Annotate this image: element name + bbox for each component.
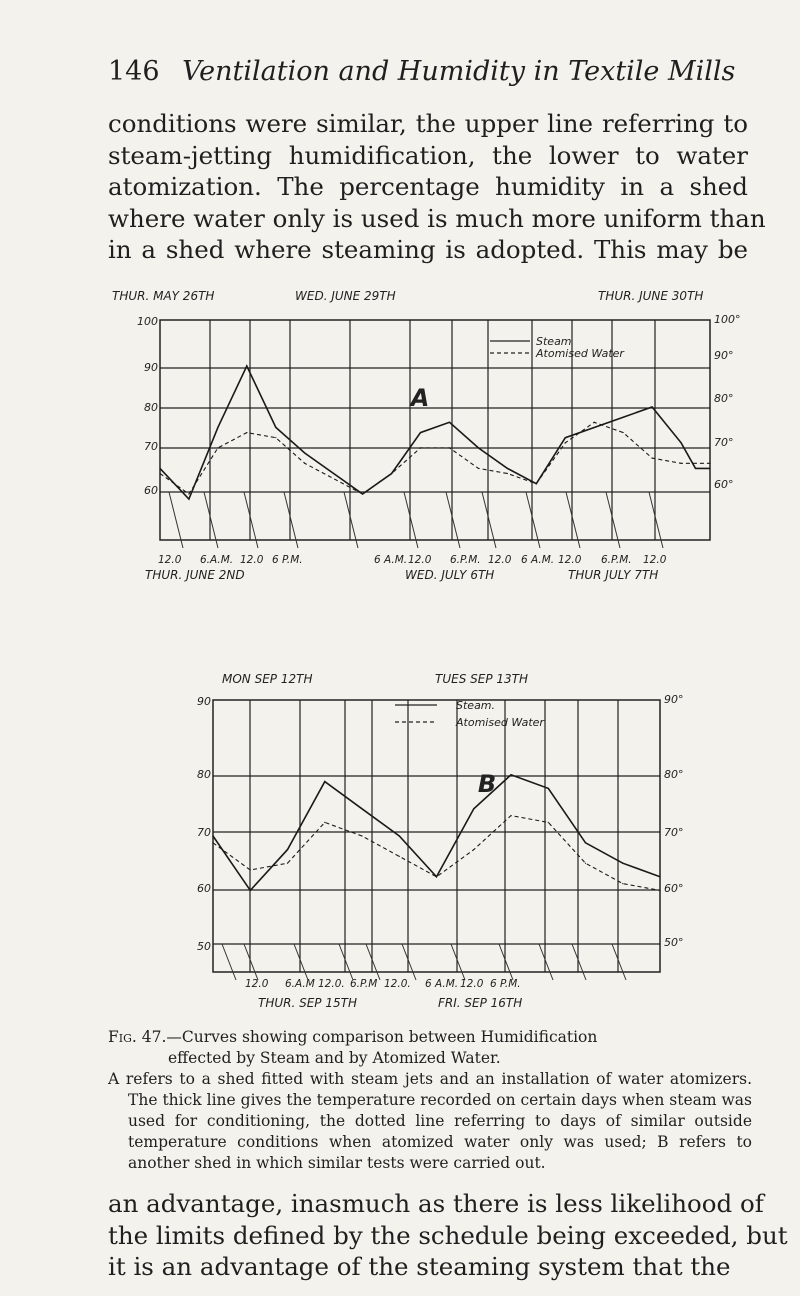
data-point xyxy=(246,365,247,366)
page-number: 146 xyxy=(108,56,160,87)
text-line: conditions were similar, the upper line referring to xyxy=(108,109,748,138)
data-point xyxy=(391,473,392,474)
legend-label: Steam xyxy=(536,335,572,348)
data-point xyxy=(449,422,450,423)
data-point xyxy=(507,468,508,469)
data-point xyxy=(622,863,623,864)
y-tick-left: 60 xyxy=(144,484,158,497)
x-tick-label: 12.0 xyxy=(408,554,432,566)
legend-label: Atomised Water xyxy=(536,347,624,360)
x-tick-label: 6 P.M. xyxy=(490,978,521,990)
x-tick-label: 12.0 xyxy=(245,978,269,990)
caption-title-line1: —Curves showing comparison between Humidification xyxy=(166,1028,598,1046)
x-tick-label: 6 A.M. xyxy=(425,978,459,990)
caption-title xyxy=(108,1027,752,1069)
data-point xyxy=(623,417,624,418)
panel-label: A xyxy=(410,384,430,412)
text-line: atomization. The percentage humidity in a shed xyxy=(108,172,748,201)
chart-frame xyxy=(213,700,660,972)
series-line-atomised xyxy=(160,422,710,494)
series-line-steam xyxy=(160,366,710,499)
panel-label: B xyxy=(477,770,497,798)
top-date-label: MON SEP 12TH xyxy=(222,672,313,686)
y-tick-left: 90 xyxy=(197,695,211,708)
data-point xyxy=(510,815,511,816)
data-point xyxy=(405,452,406,453)
data-point xyxy=(478,468,479,469)
top-date-label: THUR. MAY 26TH xyxy=(112,289,215,303)
data-point xyxy=(510,774,511,775)
data-point xyxy=(548,788,549,789)
top-date-label: WED. JUNE 29TH xyxy=(295,289,396,303)
y-tick-right: 50° xyxy=(664,936,684,949)
data-point xyxy=(159,473,160,474)
y-tick-right: 70° xyxy=(664,826,684,839)
bottom-date-label: THUR. JUNE 2ND xyxy=(145,568,245,582)
y-tick-left: 90 xyxy=(144,361,158,374)
x-tick-label: 12.0 xyxy=(240,554,264,566)
x-tick-label: 6 A.M. xyxy=(374,554,408,566)
data-point xyxy=(473,808,474,809)
hatch-line xyxy=(339,944,353,980)
data-point xyxy=(362,493,363,494)
data-point xyxy=(250,869,251,870)
y-tick-left: 70 xyxy=(144,440,158,453)
y-tick-right: 70° xyxy=(714,436,734,449)
x-tick-label: 6.A.M. xyxy=(200,554,234,566)
paragraph-bottom xyxy=(108,1188,788,1283)
data-point xyxy=(212,842,213,843)
caption-note: A refers to a shed fitted with steam jets and an installation of water atomizers. The thick line gives the temperature recorded on certain days when steam was used for conditioning, the dotted line referring to days of similar outside temperature conditions when atomized water only was used; B refers to another shed in which similar tests were carried out. xyxy=(108,1070,752,1172)
bottom-date-label: THUR. SEP 15TH xyxy=(258,996,357,1010)
legend-label: Steam. xyxy=(456,699,496,712)
series-line-atomised xyxy=(213,816,660,891)
hatch-line xyxy=(451,944,465,980)
y-tick-right: 100° xyxy=(714,313,741,326)
data-point xyxy=(399,835,400,836)
y-tick-left: 50 xyxy=(197,940,211,953)
hatch-line xyxy=(294,944,308,980)
y-tick-left: 80 xyxy=(197,768,211,781)
y-tick-right: 80° xyxy=(714,392,734,405)
data-point xyxy=(304,452,305,453)
x-tick-label: 12.0 xyxy=(558,554,582,566)
hatch-line xyxy=(539,944,553,980)
data-point xyxy=(478,447,479,448)
text-line: the limits defined by the schedule being exceeded, but xyxy=(108,1220,788,1250)
data-point xyxy=(585,863,586,864)
data-point xyxy=(565,442,566,443)
data-point xyxy=(473,849,474,850)
text-line: in a shed where steaming is adopted. This may be xyxy=(108,235,748,264)
data-point xyxy=(695,468,696,469)
data-point xyxy=(212,835,213,836)
x-tick-label: 6.P.M. xyxy=(601,554,632,566)
data-point xyxy=(399,856,400,857)
data-point xyxy=(287,863,288,864)
text-line: it is an advantage of the steaming system that the xyxy=(108,1252,731,1281)
top-date-label: THUR. JUNE 30TH xyxy=(598,289,704,303)
data-point xyxy=(304,463,305,464)
x-tick-label: 6.P.M. xyxy=(450,554,481,566)
x-tick-label: 6.P.M xyxy=(350,978,378,990)
text-line: steam-jetting humidification, the lower to water xyxy=(108,140,748,170)
data-point xyxy=(622,883,623,884)
x-tick-label: 12.0 xyxy=(460,978,484,990)
data-point xyxy=(188,493,189,494)
chart-frame xyxy=(160,320,710,540)
hatch-line xyxy=(244,944,258,980)
data-point xyxy=(709,468,710,469)
data-point xyxy=(420,432,421,433)
running-title: Ventilation and Humidity in Textile Mills xyxy=(182,56,736,87)
data-point xyxy=(507,473,508,474)
y-tick-left: 100 xyxy=(137,315,158,328)
x-tick-label: 12.0 xyxy=(488,554,512,566)
caption-title-line2: effected by Steam and by Atomized Water. xyxy=(168,1049,501,1067)
y-tick-right: 90° xyxy=(664,693,684,706)
figure-caption xyxy=(108,1027,752,1174)
data-point xyxy=(594,422,595,423)
x-tick-label: 12.0 xyxy=(643,554,667,566)
legend-label: Atomised Water xyxy=(456,716,544,729)
data-point xyxy=(652,458,653,459)
data-point xyxy=(159,468,160,469)
data-point xyxy=(324,781,325,782)
hatch-line xyxy=(366,944,380,980)
x-tick-label: 6.A.M xyxy=(285,978,315,990)
caption-fig-label: Fig. 47. xyxy=(108,1028,167,1046)
hatch-line xyxy=(222,944,236,980)
bottom-date-label: WED. JULY 6TH xyxy=(405,568,495,582)
data-point xyxy=(709,463,710,464)
data-point xyxy=(217,427,218,428)
hatch-line xyxy=(499,944,513,980)
x-tick-label: 6 P.M. xyxy=(272,554,303,566)
data-point xyxy=(275,437,276,438)
data-point xyxy=(361,835,362,836)
data-point xyxy=(652,406,653,407)
y-tick-right: 60° xyxy=(664,882,684,895)
data-point xyxy=(659,876,660,877)
data-point xyxy=(449,447,450,448)
data-point xyxy=(246,432,247,433)
y-tick-left: 70 xyxy=(197,826,211,839)
x-tick-label: 12.0 xyxy=(158,554,182,566)
data-point xyxy=(623,432,624,433)
y-tick-right: 80° xyxy=(664,768,684,781)
data-point xyxy=(536,483,537,484)
bottom-date-label: THUR JULY 7TH xyxy=(568,568,659,582)
data-point xyxy=(659,890,660,891)
data-point xyxy=(324,822,325,823)
data-point xyxy=(420,447,421,448)
data-point xyxy=(680,442,681,443)
data-point xyxy=(250,890,251,891)
data-point xyxy=(275,427,276,428)
top-date-label: TUES SEP 13TH xyxy=(435,672,528,686)
x-tick-label: 6 A.M. xyxy=(521,554,555,566)
data-point xyxy=(188,498,189,499)
x-tick-label: 12.0. xyxy=(384,978,411,990)
x-tick-label: 12.0. xyxy=(318,978,345,990)
data-point xyxy=(361,808,362,809)
y-tick-right: 90° xyxy=(714,349,734,362)
y-tick-left: 60 xyxy=(197,882,211,895)
data-point xyxy=(548,822,549,823)
bottom-date-label: FRI. SEP 16TH xyxy=(438,996,523,1010)
text-line: where water only is used is much more uniform than xyxy=(108,203,766,233)
y-tick-right: 60° xyxy=(714,478,734,491)
data-point xyxy=(436,876,437,877)
data-point xyxy=(680,463,681,464)
hatch-line xyxy=(612,944,626,980)
hatch-line xyxy=(572,944,586,980)
y-tick-left: 80 xyxy=(144,401,158,414)
data-point xyxy=(585,842,586,843)
text-line: an advantage, inasmuch as there is less likelihood of xyxy=(108,1189,764,1218)
data-point xyxy=(287,849,288,850)
hatch-line xyxy=(402,944,416,980)
data-point xyxy=(217,447,218,448)
data-point xyxy=(565,437,566,438)
